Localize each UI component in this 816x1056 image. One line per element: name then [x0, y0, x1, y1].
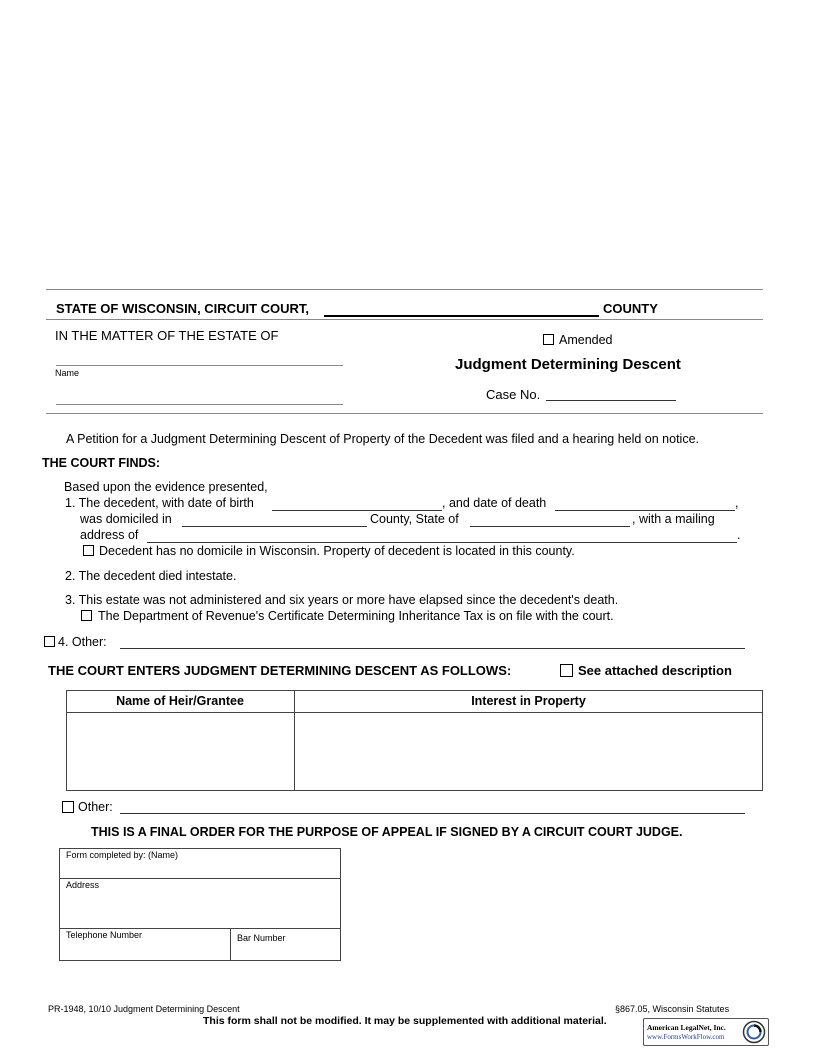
judgment-heading: THE COURT ENTERS JUDGMENT DETERMINING DESCENT AS FOLLOWS:: [48, 663, 512, 678]
footer-notice: This form shall not be modified. It may be supplemented with additional material.: [203, 1015, 607, 1027]
item2-text: 2. The decedent died intestate.: [65, 569, 237, 583]
tax-certificate-text: The Department of Revenue's Certificate Determining Inheritance Tax is on file with the court.: [98, 609, 614, 623]
heir-name-header: Name of Heir/Grantee: [116, 694, 244, 708]
item1-address-label: address of: [80, 528, 139, 542]
header-rule-2: [46, 319, 763, 320]
amended-checkbox[interactable]: [543, 334, 554, 345]
other-label: Other:: [78, 800, 113, 814]
court-line: STATE OF WISCONSIN, CIRCUIT COURT,: [56, 301, 310, 316]
page-title: Judgment Determining Descent: [455, 356, 681, 373]
preparer-box: [59, 848, 341, 961]
dod-field[interactable]: [555, 510, 735, 511]
item1-period: .: [737, 528, 741, 542]
based-upon-text: Based upon the evidence presented,: [64, 480, 268, 494]
logo-url: www.FormsWorkFlow.com: [647, 1033, 725, 1041]
item1-county-state-label: County, State of: [370, 512, 459, 526]
amended-label: Amended: [559, 333, 613, 347]
item1-dob-label: 1. The decedent, with date of birth: [65, 496, 254, 510]
american-legalnet-logo[interactable]: [643, 1018, 769, 1046]
no-domicile-text: Decedent has no domicile in Wisconsin. Property of decedent is located in this county.: [99, 544, 575, 558]
county-label: COUNTY: [603, 301, 658, 316]
interest-cell[interactable]: [295, 713, 761, 789]
item1-comma: ,: [735, 496, 739, 510]
interest-header: Interest in Property: [471, 694, 586, 708]
petition-text: A Petition for a Judgment Determining Descent of Property of the Decedent was filed and a hearing held on notice.: [66, 432, 700, 446]
heir-name-cell[interactable]: [67, 713, 293, 789]
estate-name-field[interactable]: [56, 365, 343, 366]
statute-ref: §867.05, Wisconsin Statutes: [615, 1004, 730, 1014]
completed-by-label: Form completed by: (Name): [66, 850, 179, 860]
domicile-state-field[interactable]: [470, 526, 630, 527]
address-label: Address: [66, 880, 100, 890]
header-bottom-rule: [46, 413, 763, 414]
formsworkflow-logo-icon: [742, 1020, 766, 1044]
item1-domiciled-label: was domiciled in: [80, 512, 172, 526]
other-checkbox[interactable]: [62, 801, 74, 813]
item1-mailing-label: , with a mailing: [632, 512, 715, 526]
mailing-address-field[interactable]: [147, 542, 737, 543]
item4-other-field[interactable]: [120, 648, 745, 649]
form-id: PR-1948, 10/10 Judgment Determining Descent: [48, 1004, 240, 1014]
item4-label: 4. Other:: [58, 635, 107, 649]
bar-number-label: Bar Number: [237, 933, 286, 943]
tax-certificate-checkbox[interactable]: [81, 610, 92, 621]
item3-text: 3. This estate was not administered and six years or more have elapsed since the decedent's death.: [65, 593, 619, 607]
preparer-divider: [230, 928, 231, 961]
preparer-rule-1: [59, 878, 341, 879]
county-field[interactable]: [324, 315, 599, 317]
top-rule: [46, 289, 763, 290]
item4-checkbox[interactable]: [44, 636, 55, 647]
case-no-label: Case No.: [486, 387, 541, 402]
dob-field[interactable]: [272, 510, 442, 511]
logo-name: American LegalNet, Inc.: [647, 1023, 726, 1032]
item1-dod-label: , and date of death: [442, 496, 547, 510]
telephone-label: Telephone Number: [66, 930, 143, 940]
other-field[interactable]: [120, 813, 745, 814]
see-attached-label: See attached description: [578, 663, 732, 678]
final-order-text: THIS IS A FINAL ORDER FOR THE PURPOSE OF APPEAL IF SIGNED BY A CIRCUIT COURT JUDGE.: [91, 825, 683, 839]
no-domicile-checkbox[interactable]: [83, 545, 94, 556]
estate-label: IN THE MATTER OF THE ESTATE OF: [55, 328, 279, 343]
see-attached-checkbox[interactable]: [560, 664, 573, 677]
case-no-field[interactable]: [546, 400, 676, 401]
estate-name-field-2[interactable]: [56, 404, 343, 405]
preparer-rule-2: [59, 928, 341, 929]
domicile-county-field[interactable]: [182, 526, 367, 527]
name-label: Name: [55, 368, 80, 378]
court-finds-heading: THE COURT FINDS:: [42, 456, 161, 470]
